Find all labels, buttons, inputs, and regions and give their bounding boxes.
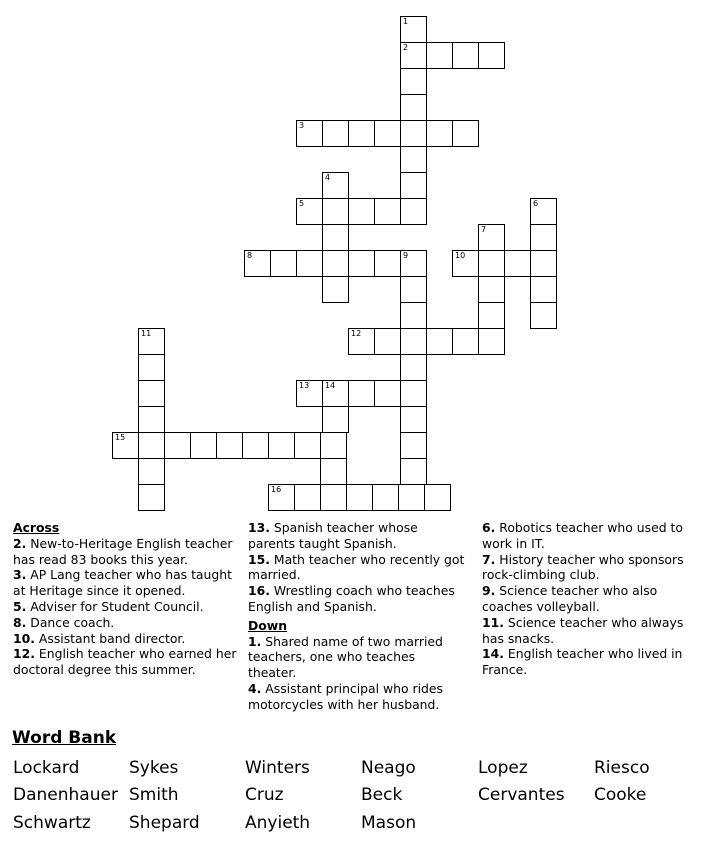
clue bbox=[482, 552, 702, 584]
grid-cell[interactable] bbox=[138, 432, 165, 459]
across-heading: Across bbox=[13, 520, 60, 535]
clue-number: 4. bbox=[248, 680, 262, 696]
grid-cell[interactable] bbox=[268, 484, 295, 511]
clue-number: 12 bbox=[351, 329, 362, 338]
clue bbox=[13, 615, 241, 631]
clue-number: 14. bbox=[482, 646, 504, 662]
word-bank-entry: Cooke bbox=[594, 785, 647, 805]
grid-cell[interactable] bbox=[530, 302, 557, 329]
clue-text: Spanish teacher whose parents taught Spanish. bbox=[248, 520, 418, 551]
grid-cell[interactable] bbox=[348, 198, 375, 225]
grid-cell[interactable] bbox=[244, 250, 271, 277]
grid-cell[interactable] bbox=[504, 250, 531, 277]
word-bank-entry: Schwartz bbox=[13, 813, 91, 833]
clue-number: 1 bbox=[403, 17, 409, 26]
grid-cell[interactable] bbox=[322, 380, 349, 407]
grid-cell[interactable] bbox=[320, 458, 347, 485]
clue bbox=[248, 634, 466, 681]
word-bank-entry: Mason bbox=[361, 813, 417, 833]
clue-number: 7 bbox=[481, 225, 487, 234]
clue-number: 10. bbox=[13, 630, 35, 646]
grid-cell[interactable] bbox=[138, 484, 165, 511]
clue bbox=[13, 599, 241, 615]
grid-cell[interactable] bbox=[348, 250, 375, 277]
grid-cell[interactable] bbox=[452, 328, 479, 355]
grid-cell[interactable] bbox=[400, 406, 427, 433]
word-bank-entry: Riesco bbox=[594, 758, 650, 778]
grid-cell[interactable] bbox=[400, 250, 427, 277]
clue-text: History teacher who sponsors rock-climbing club. bbox=[482, 551, 684, 583]
clue bbox=[13, 631, 241, 647]
grid-cell[interactable] bbox=[372, 484, 399, 511]
grid-cell[interactable] bbox=[478, 276, 505, 303]
grid-cell[interactable] bbox=[138, 406, 165, 433]
grid-cell[interactable] bbox=[138, 458, 165, 485]
clue bbox=[248, 583, 466, 615]
word-bank-entry: Lopez bbox=[478, 758, 528, 778]
clue bbox=[482, 583, 702, 615]
grid-cell[interactable] bbox=[400, 302, 427, 329]
grid-cell[interactable] bbox=[478, 42, 505, 69]
grid-cell[interactable] bbox=[530, 250, 557, 277]
grid-cell[interactable] bbox=[374, 250, 401, 277]
grid-cell[interactable] bbox=[530, 198, 557, 225]
clue-text: Shared name of two married teachers, one who teaches theater. bbox=[248, 633, 443, 681]
clue-number: 14 bbox=[325, 381, 336, 390]
grid-cell[interactable] bbox=[138, 354, 165, 381]
clue-number: 7. bbox=[482, 551, 496, 567]
grid-cell[interactable] bbox=[138, 328, 165, 355]
clue-text: Science teacher who always has snacks. bbox=[482, 614, 684, 646]
clue-number: 2 bbox=[403, 43, 409, 52]
grid-cell[interactable] bbox=[398, 484, 425, 511]
word-bank-entry: Smith bbox=[129, 785, 179, 805]
grid-cell[interactable] bbox=[164, 432, 191, 459]
clue bbox=[13, 567, 241, 599]
clue-text: Robotics teacher who used to work in IT. bbox=[482, 520, 683, 551]
grid-cell[interactable] bbox=[374, 198, 401, 225]
word-bank-entry: Neago bbox=[361, 758, 416, 778]
grid-cell[interactable] bbox=[296, 120, 323, 147]
grid-cell[interactable] bbox=[294, 484, 321, 511]
clue-text: English teacher who earned her doctoral degree this summer. bbox=[13, 646, 237, 678]
clue-text: Dance coach. bbox=[26, 614, 115, 630]
word-bank-entry: Cervantes bbox=[478, 785, 565, 805]
grid-cell[interactable] bbox=[346, 484, 373, 511]
grid-cell[interactable] bbox=[478, 224, 505, 251]
clue-number: 11. bbox=[482, 614, 504, 630]
clue-number: 15. bbox=[248, 551, 270, 567]
word-bank-entry: Lockard bbox=[13, 758, 80, 778]
clue bbox=[248, 681, 466, 713]
grid-cell[interactable] bbox=[426, 328, 453, 355]
clue bbox=[482, 615, 702, 647]
grid-cell[interactable] bbox=[400, 432, 427, 459]
word-bank-entry: Shepard bbox=[129, 813, 200, 833]
grid-cell[interactable] bbox=[374, 120, 401, 147]
grid-cell[interactable] bbox=[296, 198, 323, 225]
grid-cell[interactable] bbox=[400, 328, 427, 355]
grid-cell[interactable] bbox=[426, 120, 453, 147]
grid-cell[interactable] bbox=[400, 354, 427, 381]
grid-cell[interactable] bbox=[322, 120, 349, 147]
grid-cell[interactable] bbox=[426, 42, 453, 69]
clue-text: Assistant principal who rides motorcycles with her husband. bbox=[248, 680, 444, 712]
clue-number: 9 bbox=[403, 251, 409, 260]
grid-cell[interactable] bbox=[374, 380, 401, 407]
grid-cell[interactable] bbox=[400, 172, 427, 199]
clue-text: Assistant band director. bbox=[34, 630, 186, 646]
grid-cell[interactable] bbox=[270, 250, 297, 277]
grid-cell[interactable] bbox=[478, 250, 505, 277]
word-bank-title: Word Bank bbox=[12, 728, 117, 748]
clue-number: 8 bbox=[247, 251, 253, 260]
grid-cell[interactable] bbox=[374, 328, 401, 355]
clue-number: 8. bbox=[13, 614, 27, 630]
grid-cell[interactable] bbox=[138, 380, 165, 407]
clue-number: 12. bbox=[13, 646, 35, 662]
clue-text: Science teacher who also coaches volleyball. bbox=[482, 583, 658, 614]
grid-cell[interactable] bbox=[348, 380, 375, 407]
down-clue-list bbox=[248, 634, 466, 713]
grid-cell[interactable] bbox=[400, 458, 427, 485]
grid-cell[interactable] bbox=[322, 172, 349, 199]
clue-number: 13 bbox=[299, 381, 310, 390]
grid-cell[interactable] bbox=[400, 68, 427, 95]
grid-cell[interactable] bbox=[400, 198, 427, 225]
word-bank-entry: Winters bbox=[245, 758, 310, 778]
grid-cell[interactable] bbox=[190, 432, 217, 459]
clue-text: Wrestling coach who teaches English and Spanish. bbox=[248, 583, 455, 614]
clue-text: English teacher who lived in France. bbox=[482, 646, 683, 678]
grid-cell[interactable] bbox=[112, 432, 139, 459]
grid-cell[interactable] bbox=[400, 42, 427, 69]
grid-cell[interactable] bbox=[216, 432, 243, 459]
clue-column-1 bbox=[13, 520, 241, 678]
grid-cell[interactable] bbox=[452, 120, 479, 147]
word-bank-entry: Sykes bbox=[129, 758, 179, 778]
clue-text: New-to-Heritage English teacher has read 83 books this year. bbox=[13, 535, 233, 567]
grid-cell[interactable] bbox=[348, 120, 375, 147]
clue-column-3 bbox=[482, 520, 702, 678]
grid-cell[interactable] bbox=[320, 432, 347, 459]
clue-number: 11 bbox=[141, 329, 152, 338]
grid-cell[interactable] bbox=[322, 276, 349, 303]
clue bbox=[248, 520, 466, 552]
grid-cell[interactable] bbox=[322, 406, 349, 433]
clue bbox=[248, 552, 466, 584]
grid-cell[interactable] bbox=[322, 224, 349, 251]
grid-cell[interactable] bbox=[400, 94, 427, 121]
clue-number: 4 bbox=[325, 173, 331, 182]
clue-number: 5. bbox=[13, 598, 27, 614]
clue-number: 2. bbox=[13, 535, 27, 551]
across-clue-list bbox=[13, 536, 241, 678]
clue-text: AP Lang teacher who has taught at Heritage since it opened. bbox=[13, 567, 232, 599]
grid-cell[interactable] bbox=[322, 250, 349, 277]
grid-cell[interactable] bbox=[296, 250, 323, 277]
clue bbox=[482, 646, 702, 678]
grid-cell[interactable] bbox=[400, 380, 427, 407]
word-bank-entry: Cruz bbox=[245, 785, 284, 805]
grid-cell[interactable] bbox=[478, 328, 505, 355]
word-bank-entry: Anyieth bbox=[245, 813, 311, 833]
grid-cell[interactable] bbox=[294, 432, 321, 459]
grid-cell[interactable] bbox=[478, 302, 505, 329]
clue-number: 9. bbox=[482, 583, 496, 599]
word-bank-entry: Beck bbox=[361, 785, 403, 805]
clue-text: Math teacher who recently got married. bbox=[248, 551, 465, 583]
clue bbox=[482, 520, 702, 552]
clue-number: 1. bbox=[248, 633, 262, 649]
grid-cell[interactable] bbox=[296, 380, 323, 407]
down-clue-list-continued bbox=[482, 520, 702, 678]
grid-cell[interactable] bbox=[242, 432, 269, 459]
clue-number: 16 bbox=[271, 485, 282, 494]
clue-text: Adviser for Student Council. bbox=[26, 598, 204, 614]
clue bbox=[13, 536, 241, 568]
clue-number: 16. bbox=[248, 583, 270, 599]
grid-cell[interactable] bbox=[268, 432, 295, 459]
clue-number: 6 bbox=[533, 199, 539, 208]
clue-number: 5 bbox=[299, 199, 305, 208]
clue-number: 10 bbox=[455, 251, 466, 260]
grid-cell[interactable] bbox=[320, 484, 347, 511]
grid-cell[interactable] bbox=[322, 198, 349, 225]
grid-cell[interactable] bbox=[400, 146, 427, 173]
clue-number: 3. bbox=[13, 567, 27, 583]
grid-cell[interactable] bbox=[452, 42, 479, 69]
grid-cell[interactable] bbox=[452, 250, 479, 277]
down-heading: Down bbox=[248, 617, 288, 633]
clue-column-2 bbox=[248, 520, 466, 713]
word-bank-entry: Danenhauer bbox=[13, 785, 118, 805]
clue-number: 3 bbox=[299, 121, 305, 130]
grid-cell[interactable] bbox=[530, 224, 557, 251]
grid-cell[interactable] bbox=[530, 276, 557, 303]
clue-number: 6. bbox=[482, 520, 496, 535]
across-clue-list-continued bbox=[248, 520, 466, 615]
clue-number: 15 bbox=[115, 433, 126, 442]
grid-cell[interactable] bbox=[348, 328, 375, 355]
clue-number: 13. bbox=[248, 520, 270, 535]
clue bbox=[13, 646, 241, 678]
grid-cell[interactable] bbox=[400, 16, 427, 43]
grid-cell[interactable] bbox=[424, 484, 451, 511]
grid-cell[interactable] bbox=[400, 120, 427, 147]
grid-cell[interactable] bbox=[400, 276, 427, 303]
